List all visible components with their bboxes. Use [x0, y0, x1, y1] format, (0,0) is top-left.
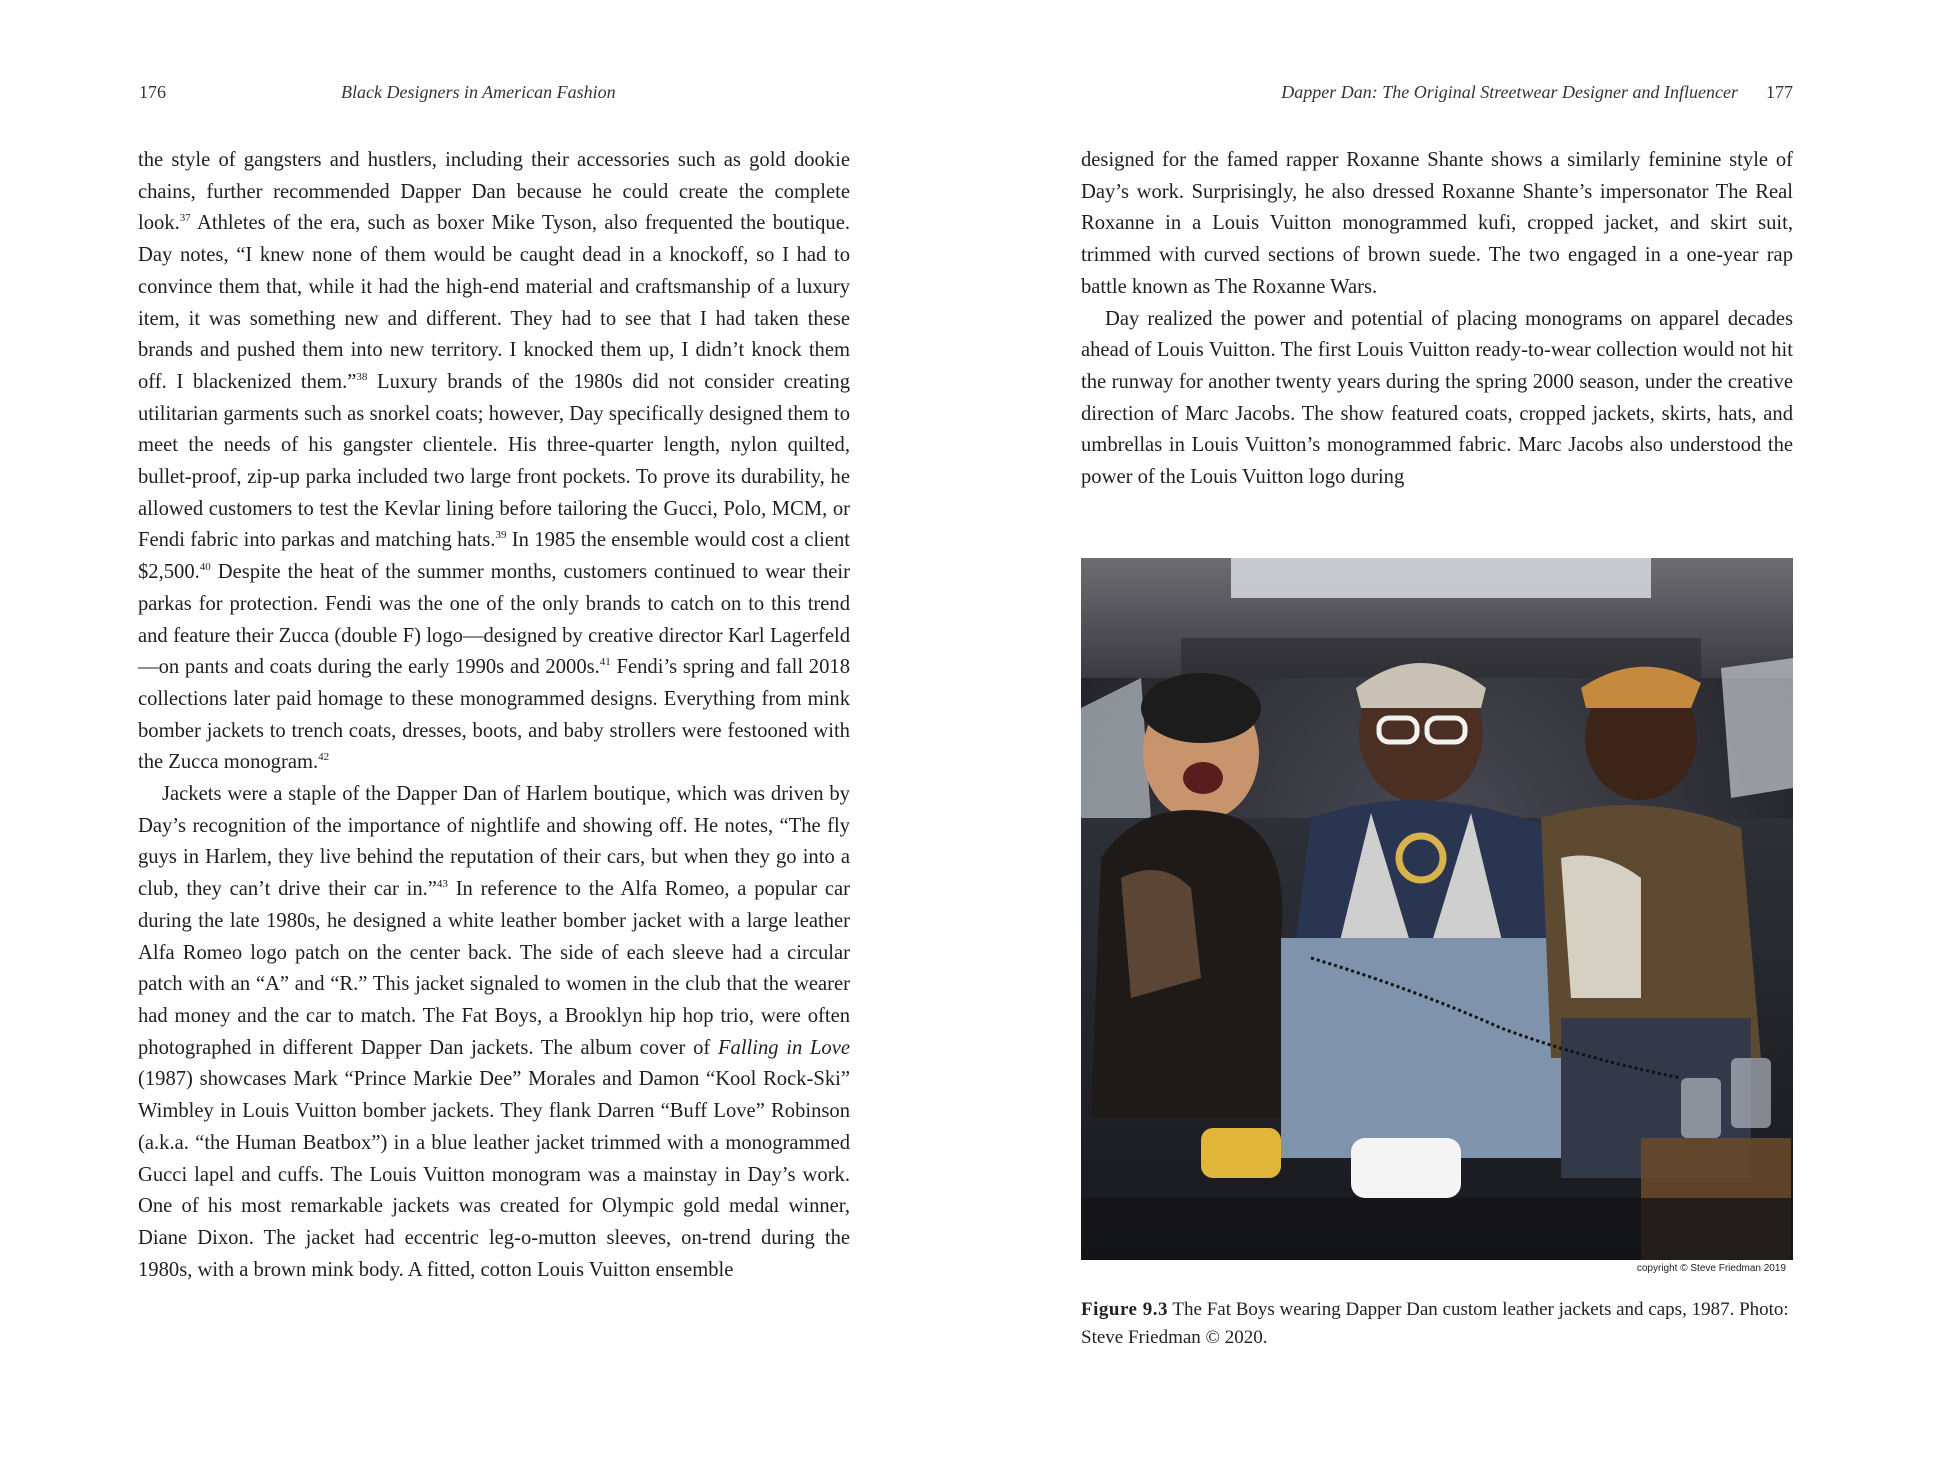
text-line: In reference to the [455, 878, 614, 901]
text-line: bomber jacket with a large leather Alfa Romeo logo patch on the center back. The [138, 909, 851, 964]
text-line: driven by Day’s recognition of the importance of nightlife and showing off. [138, 783, 850, 837]
text-line: and craftsmanship of a luxury item, it was something new and different. They [138, 275, 850, 330]
text-line: complete look. [138, 180, 850, 235]
text-line: the style of gangsters and hustlers, including their accessories such as gold [138, 149, 786, 171]
text-line: a client $2,500. [138, 529, 850, 584]
text-line: season, under the creative direction of Marc Jacobs. The show featured coats, [1081, 370, 1793, 425]
text-line: knockoff, so I had to convince them that, while it had the high-end material [138, 244, 851, 298]
text-line: his gangster clientele. His three-quarter length, nylon quilted, bullet-proof, zip- [138, 434, 850, 489]
text-line: catch on to this trend and feature their Zucca (double F) logo—designed by [138, 592, 851, 647]
text-line: of his most remarkable jackets was created for Olympic gold medal winner, [181, 1195, 850, 1218]
left-running-title: Black Designers in American Fashion [341, 82, 616, 102]
paragraph [138, 145, 850, 779]
text-line: cropped jackets, skirts, hats, and umbrellas in Louis Vuitton’s monogrammed [1081, 402, 1793, 457]
paragraph [1081, 304, 1793, 494]
text-line: Diane Dixon. The jacket had eccentric leg-o-mutton sleeves, on-trend during [138, 1226, 815, 1249]
text-line: Real Roxanne in a Louis Vuitton monogrammed kufi, cropped jacket, and skirt [1081, 180, 1793, 235]
text-line: customers to test the Kevlar lining before tailoring the Gucci, Polo, MCM, or [208, 497, 850, 520]
right-page [973, 0, 1946, 1468]
text-line: bomber jackets. They flank Darren “Buff Love” Robinson (a.k.a. “the Human [138, 1100, 850, 1154]
text-line: suit, trimmed with curved sections of brown suede. The two engaged in a one- [1081, 212, 1794, 267]
text-line: to wear their parkas for protection. Fendi was the one of the only brands to [138, 561, 850, 615]
text-line: Fendi’s spring and fall 2018 collections later paid homage to these [138, 656, 850, 710]
text-line: the boutique. Day notes, “I knew none of them would be caught dead in a [138, 212, 850, 267]
figure-photo [1081, 558, 1793, 1260]
text-line: fabric. Marc Jacobs also understood the power of the Louis Vuitton logo during [1081, 434, 1794, 489]
text-line: dookie chains, further recommended Dapper Dan because he could create the [138, 149, 850, 203]
caption-line: 1987. Photo: Steve Friedman © 2020. [1081, 1299, 1789, 1348]
text-line: Athletes of the era, such as boxer Mike Tyson, also frequented [196, 212, 733, 235]
text-line: and 2000s. [509, 656, 600, 679]
text-line: and cuffs. The Louis Vuitton monogram was a mainstay in Day’s work. One [138, 1163, 850, 1218]
text-line: year rap battle known as The Roxanne Wars. [1081, 244, 1793, 298]
text-line: side of each sleeve had a circular patch with an “A” and “R.” This jacket signaled [138, 941, 850, 996]
album-title: Falling in Love [717, 1036, 851, 1059]
text-line: Markie Dee” Morales and Damon “Kool Rock-Ski” Wimbley in Louis Vuitton [138, 1068, 851, 1123]
left-body-text [138, 145, 850, 1286]
text-line: He notes, “The fly guys in Harlem, they live behind the reputation of their cars, [138, 814, 850, 869]
paragraph [1081, 145, 1793, 304]
footnote-ref: 40 [199, 561, 211, 574]
text-line: dresses, boots, and baby strollers were festooned with the Zucca monogram. [138, 719, 850, 774]
text-line: Boys, a Brooklyn hip hop trio, were often photographed in different Dapper [138, 1004, 851, 1059]
paragraph [138, 779, 850, 1286]
text-line: Day realized the power and potential of placing monograms on apparel [1105, 307, 1720, 330]
footnote-ref: 43 [436, 878, 448, 891]
text-line: Beatbox”) in a blue leather jacket trimmed with a monogrammed Gucci lapel [138, 1131, 850, 1186]
text-line: Alfa Romeo, a popular car during the late 1980s, he designed a white leather [138, 878, 850, 932]
text-line: Dan jackets. The album cover of [429, 1036, 711, 1059]
right-body-text [1081, 145, 1793, 494]
text-line: (1987) showcases Mark “Prince [138, 1068, 407, 1091]
text-line: monogrammed designs. Everything from mink bomber jackets to trench coats, [138, 687, 851, 742]
text-line: of Day’s work. Surprisingly, he also dressed Roxanne Shante’s impersonator The [1081, 149, 1794, 203]
text-line: Luxury [377, 370, 438, 393]
text-line: designed for the famed rapper Roxanne Shante shows a similarly feminine style [1081, 149, 1769, 171]
text-line: Jackets were a staple of the Dapper Dan of Harlem boutique, which was [162, 783, 765, 806]
text-line: creative director Karl Lagerfeld—on pants and coats during the early 1990s [138, 624, 850, 679]
text-line: I knocked them up, I didn’t knock them off. I blackenized them.” [138, 339, 850, 393]
right-running-title: Dapper Dan: The Original Streetwear Designer and Influencer [1281, 82, 1738, 102]
text-line: snorkel coats; however, Day specifically designed them to meet the needs of [138, 402, 850, 457]
caption-line: The Fat Boys wearing Dapper Dan custom leather jackets and caps, [1172, 1299, 1687, 1320]
photo-credit: copyright © Steve Friedman 2019 [1636, 1263, 1786, 1274]
text-line: would not hit the runway for another twenty years during the spring 2000 [1081, 339, 1794, 393]
footnote-ref: 42 [318, 751, 330, 764]
text-line: up parka included two large front pockets. To prove its durability, he allowed [138, 466, 850, 520]
text-line: Despite the heat of the summer months, customers continued [217, 561, 736, 584]
text-line: In 1985 the ensemble would cost [511, 529, 785, 552]
footnote-ref: 39 [495, 529, 507, 542]
text-line: Fendi fabric into parkas and matching hats. [138, 529, 496, 552]
photo-illustration [1081, 558, 1793, 1260]
left-page-number: 176 [139, 82, 166, 102]
text-line: to women in the club that the wearer had money and the car to match. The Fat [138, 973, 850, 1027]
text-line: the 1980s, with a brown mink body. A fitted, cotton Louis Vuitton ensemble [138, 1226, 851, 1281]
text-line: but when they go into a club, they can’t drive their car in.” [138, 846, 850, 901]
text-line: brands of the 1980s did not consider creating utilitarian garments such as [138, 370, 850, 425]
text-line: had to see that I had taken these brands and pushed them into new territory. [138, 307, 850, 362]
footnote-ref: 37 [179, 212, 191, 225]
figure-label: Figure 9.3 [1081, 1299, 1168, 1320]
footnote-ref: 38 [356, 370, 368, 383]
right-page-number: 177 [1766, 82, 1793, 102]
figure-caption [1081, 1296, 1793, 1352]
footnote-ref: 41 [599, 656, 611, 669]
text-line: decades ahead of Louis Vuitton. The first Louis Vuitton ready-to-wear collection [1081, 307, 1793, 362]
